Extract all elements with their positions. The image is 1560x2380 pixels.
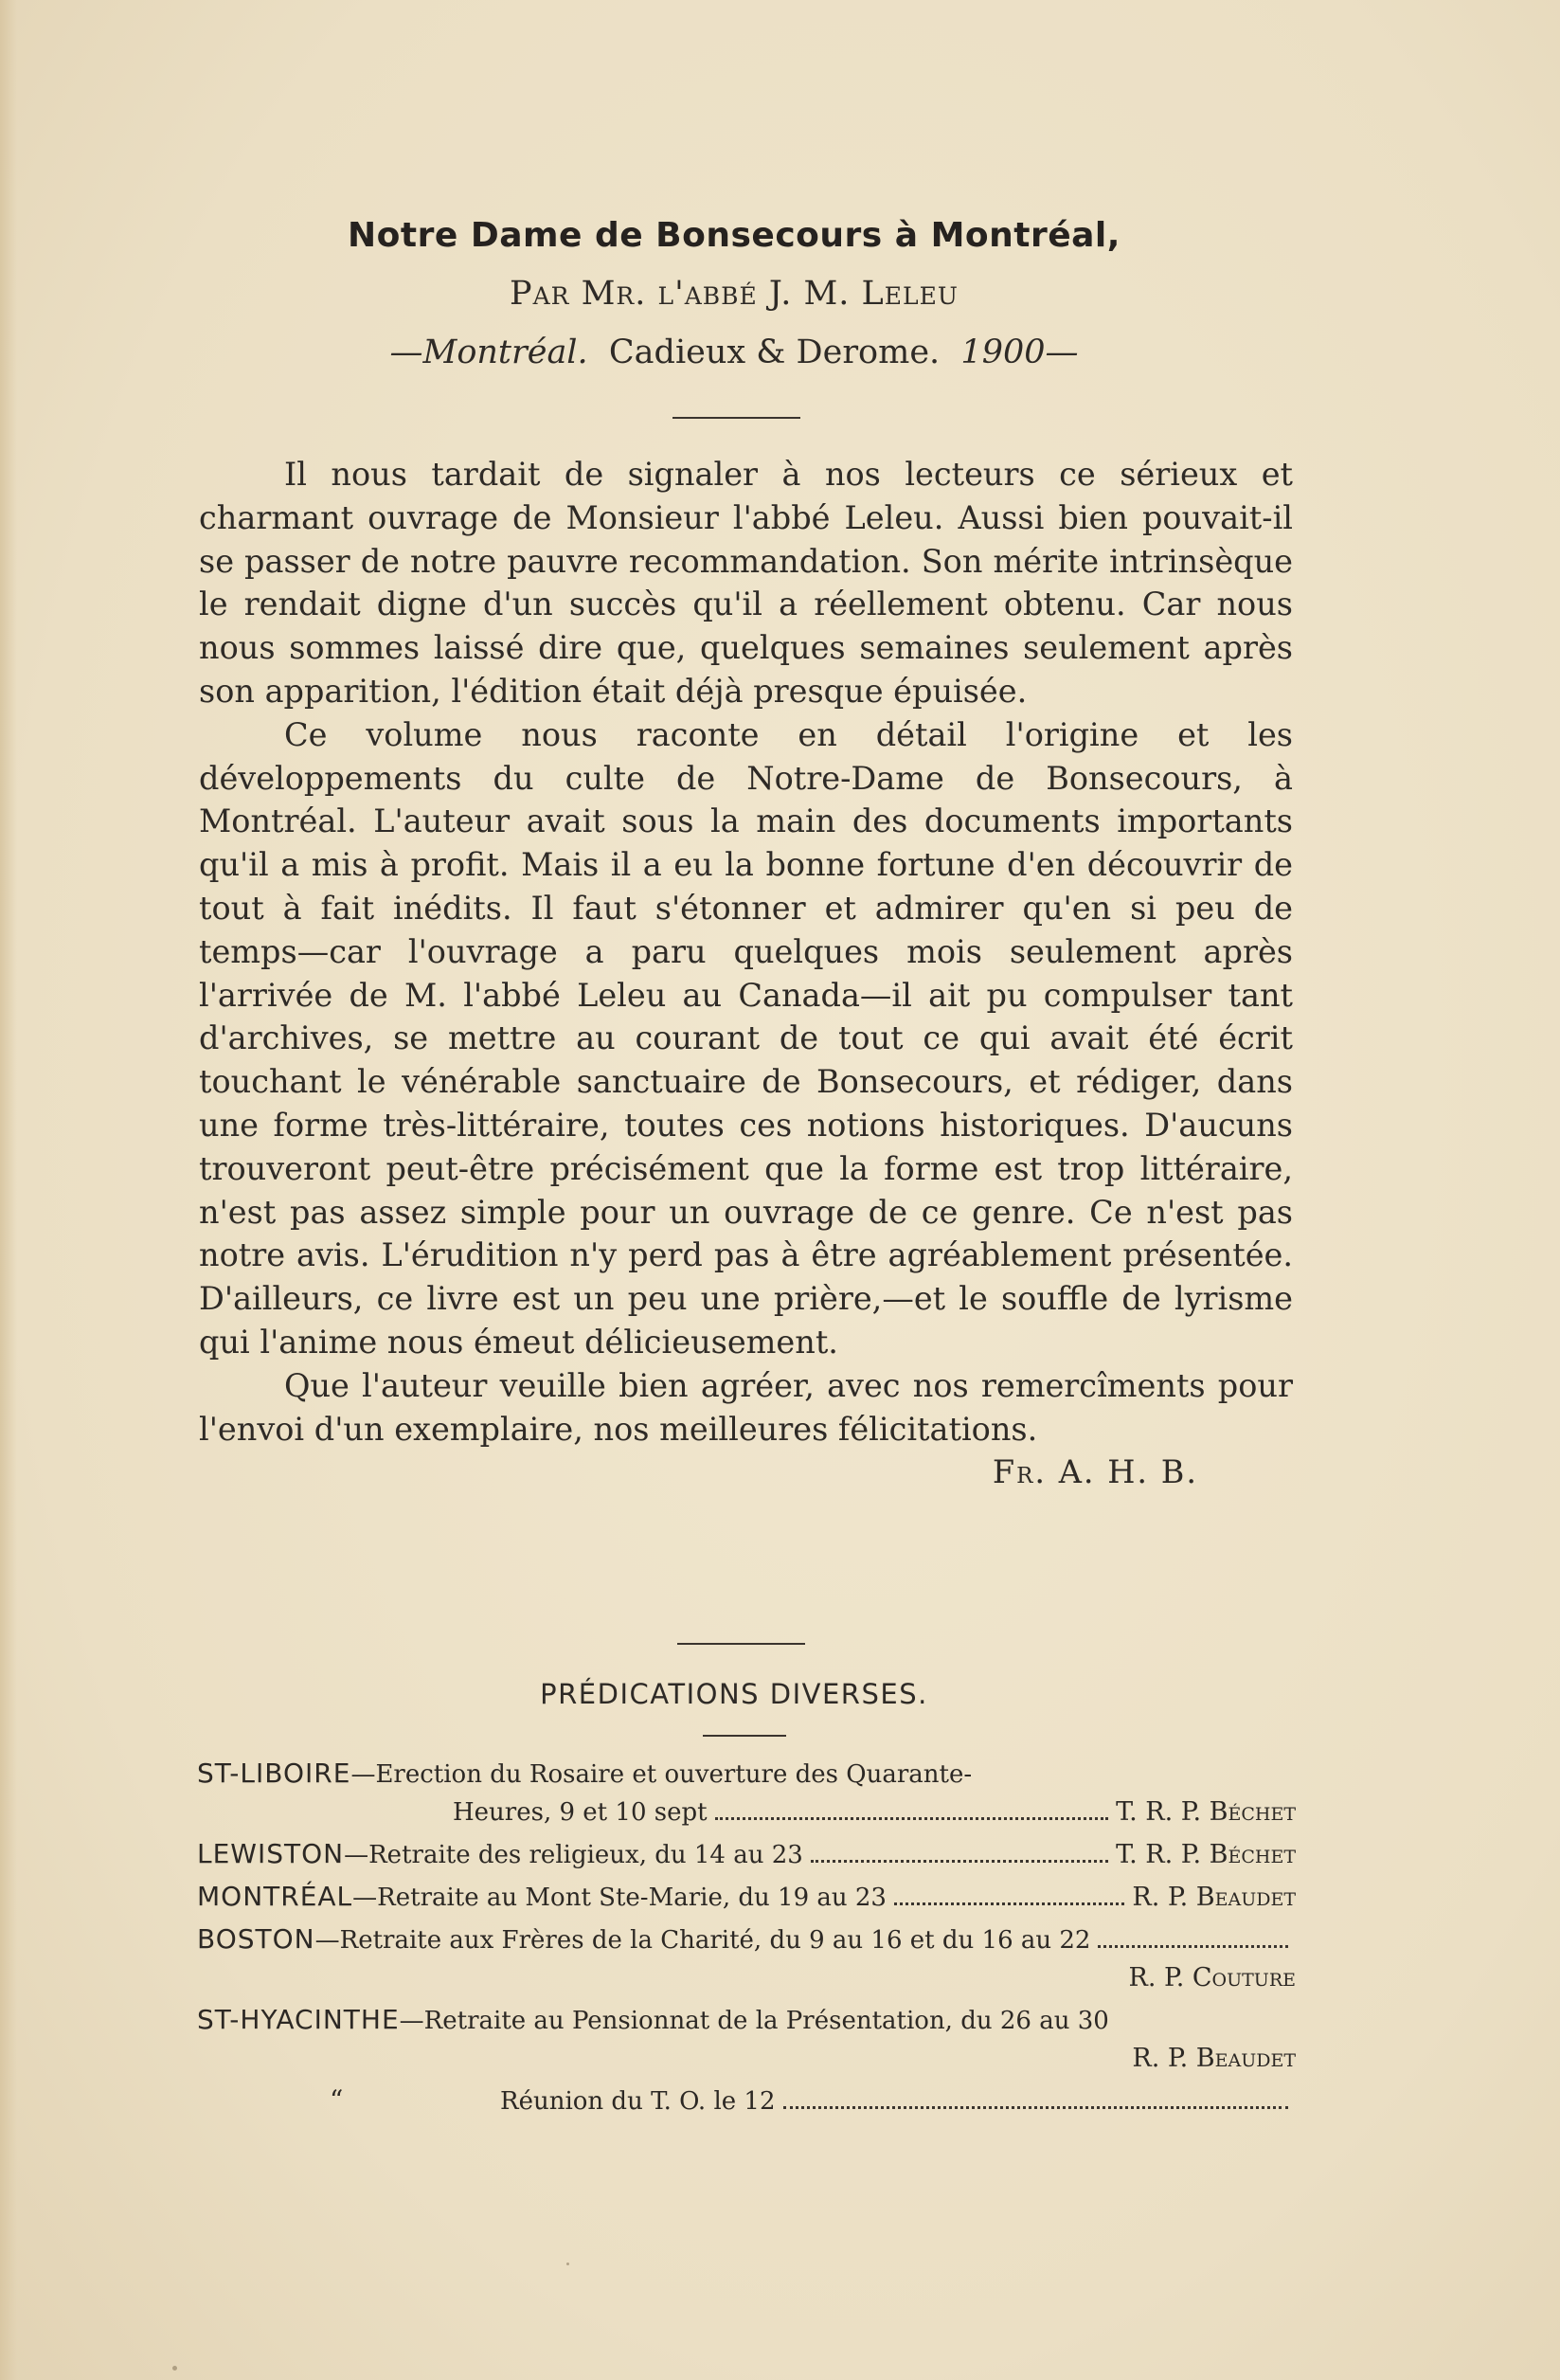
- paragraph-3: Que l'auteur veuille bien agréer, avec nos remercîments pour l'envoi d'un exemplaire, nos meilleures félicitations.: [199, 1366, 1293, 1448]
- leader-dots: [811, 1860, 1108, 1863]
- entry-preacher: T. R. P. Béchet: [1116, 1840, 1296, 1869]
- pub-publisher: Cadieux & Derome.: [608, 334, 941, 371]
- entry-desc-cont: Heures, 9 et 10 sept: [453, 1798, 708, 1827]
- predications-heading: PRÉDICATIONS DIVERSES.: [540, 1678, 928, 1710]
- publication-line: [189, 334, 1279, 371]
- entry-desc: —Retraite au Mont Ste-Marie, du 19 au 23: [352, 1884, 887, 1912]
- entry-preacher: T. R. P. Béchet: [1116, 1797, 1296, 1827]
- leader-dots: [894, 1902, 1124, 1905]
- predications-list: [197, 1755, 1296, 2124]
- paragraph-1: Il nous tardait de signaler à nos lecteurs ce sérieux et charmant ouvrage de Monsieur l'abbé Leleu. Aussi bien pouvait-il se passer de notre pauvre recommandation. Son mérite intrinsèque le rendait digne d'un succès qu'il a réellement obtenu. Car nous nous sommes laissé dire que, quelques semaines seulement après son apparition, l'édition était déjà presque épuisée.: [199, 456, 1293, 710]
- entry-place: LEWISTON: [197, 1838, 345, 1869]
- divider-middle: [677, 1643, 805, 1645]
- divider-top: [672, 417, 800, 419]
- list-item: [197, 1835, 1296, 1874]
- entry-place: ST-LIBOIRE: [197, 1758, 351, 1789]
- entry-desc: Réunion du T. O. le 12: [500, 2087, 776, 2116]
- entry-desc: —Retraite aux Frères de la Charité, du 9 au 16 et du 16 au 22: [314, 1926, 1091, 1955]
- pub-year: 1900—: [960, 334, 1079, 371]
- list-item: [197, 1755, 1296, 1831]
- entry-desc: —Retraite des religieux, du 14 au 23: [344, 1841, 803, 1869]
- entry-preacher: R. P. Beaudet: [1132, 1883, 1296, 1912]
- paper-speck: [566, 2263, 569, 2265]
- signature-line: [199, 1451, 1293, 1494]
- review-byline: [189, 275, 1279, 313]
- entry-preacher: R. P. Couture: [1128, 1963, 1296, 1992]
- review-title: Notre Dame de Bonsecours à Montréal,: [348, 216, 1121, 255]
- paper-speck: [172, 2366, 177, 2371]
- page-edge: [0, 0, 17, 2380]
- byline-text: Par Mr. l'abbé J. M. Leleu: [510, 275, 959, 313]
- entry-place: MONTRÉAL: [197, 1881, 353, 1912]
- divider-section: [703, 1735, 786, 1737]
- entry-desc: —Retraite au Pensionnat de la Présentation, du 26 au 30: [399, 2007, 1109, 2035]
- list-item: [197, 1920, 1296, 1997]
- ditto-mark: “: [330, 2084, 344, 2116]
- list-item: [197, 2082, 1296, 2120]
- leader-dots: [1098, 1945, 1288, 1948]
- list-item: [197, 2001, 1296, 2078]
- list-item: [197, 1878, 1296, 1917]
- leader-dots: [783, 2106, 1288, 2109]
- entry-desc: —Erection du Rosaire et ouverture des Quarante-: [350, 1760, 973, 1789]
- entry-preacher: R. P. Beaudet: [1132, 2044, 1296, 2073]
- signature: Fr. A. H. B.: [992, 1453, 1198, 1491]
- pub-city: —Montréal.: [389, 334, 588, 371]
- leader-dots: [715, 1817, 1109, 1820]
- entry-place: ST-HYACINTHE: [197, 2004, 400, 2035]
- paragraph-2: Ce volume nous raconte en détail l'origine et les développements du culte de Notre-Dame de Bonsecours, à Montréal. L'auteur avait sous la main des documents importants qu'il a mis à profit. Mais il a eu la bonne fortune d'en découvrir de tout à fait inédits. Il faut s'étonner et admirer qu'en si peu de temps—car l'ouvrage a paru quelques mois seulement après l'arrivée de M. l'abbé Leleu au Canada—il ait pu compulser tant d'archives, se mettre au courant de tout ce qui avait été écrit touchant le vénérable sanctuaire de Bonsecours, et rédiger, dans une forme très-littéraire, toutes ces notions historiques. D'aucuns trouveront peut-être précisément que la forme est trop littéraire, n'est pas assez simple pour un ouvrage de ce genre. Ce n'est pas notre avis. L'érudition n'y perd pas à être agréablement présentée. D'ailleurs, ce livre est un peu une prière,—et le souffle de lyrisme qui l'anime nous émeut délicieusement.: [199, 715, 1293, 1361]
- review-body: [199, 453, 1293, 1494]
- entry-place: BOSTON: [197, 1923, 315, 1955]
